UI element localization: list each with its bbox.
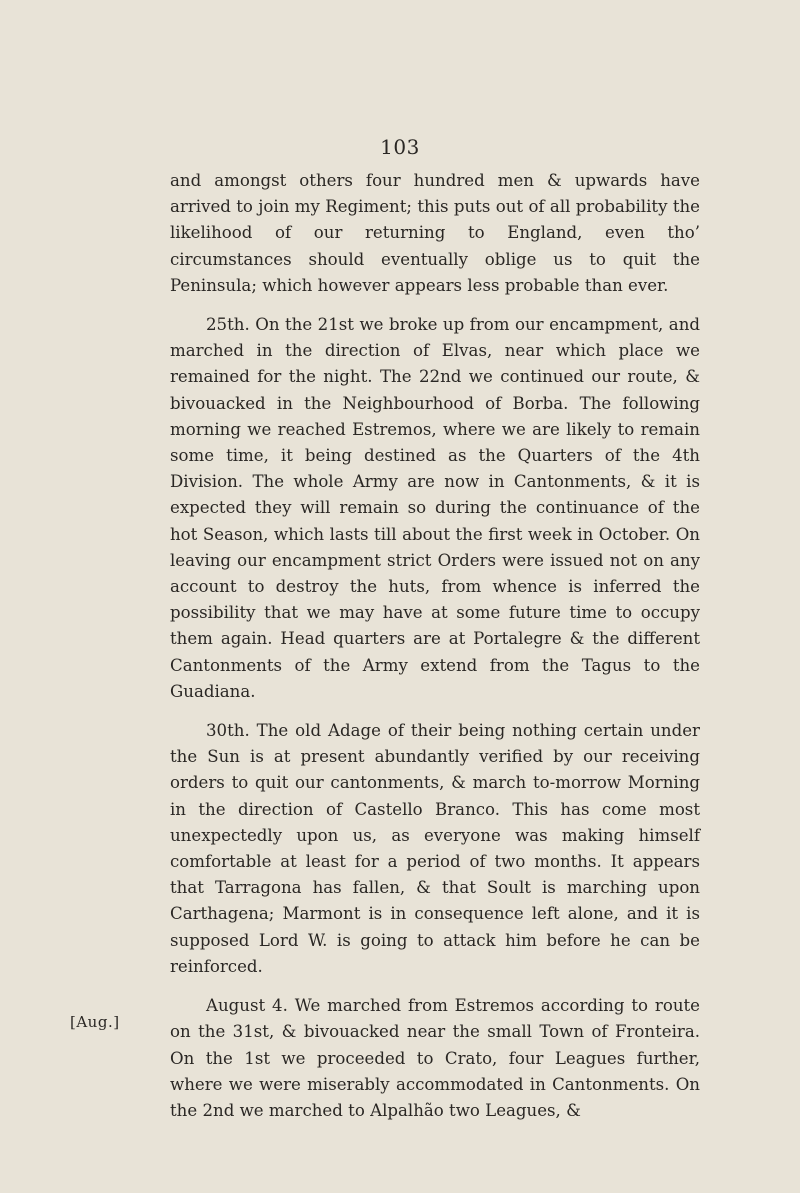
text-column — [170, 168, 700, 1137]
paragraph-continuation: and amongst others four hundred men & upwards have arrived to join my Regiment; this puts out of all probability the likelihood of our returning to England, even tho’ circumstances should eventually oblige us to quit the Peninsula; which however appears less probable than ever. — [170, 171, 700, 295]
paragraph-august-4: August 4. We marched from Estremos according to route on the 31st, & bivouacked near the small Town of Fronteira. On the 1st we proceeded to Crato, four Leagues further, where we were miserably accommodated in Cantonments. On the 2nd we marched to Alpalhão two Leagues, & — [170, 996, 700, 1120]
paragraph-30th: 30th. The old Adage of their being nothing certain under the Sun is at present abundantly verified by our receiving orders to quit our cantonments, & march to-morrow Morning in the direction of Castello Branco. This has come most unexpectedly upon us, as everyone was making himself comfortable at least for a period of two months. It appears that Tarragona has fallen, & that Soult is marching upon Carthagena; Marmont is in consequence left alone, and it is supposed Lord W. is going to attack him before he can be reinforced. — [170, 721, 700, 976]
margin-note: [Aug.] — [70, 1013, 120, 1031]
page-number: 103 — [380, 135, 420, 159]
paragraph-25th: 25th. On the 21st we broke up from our encampment, and marched in the direction of Elvas, near which place we remained for the night. The 22nd we continued our route, & bivouacked in the Neighbourhood of Borba. The following morning we reached Estremos, where we are likely to remain some time, it being destined as the Quarters of the 4th Division. The whole Army are now in Cantonments, & it is expected they will remain so during the continuance of the hot Season, which lasts till about the first week in October. On leaving our encampment strict Orders were issued not on any account to destroy the huts, from whence is inferred the possibility that we may have at some future time to occupy them again. Head quarters are at Portalegre & the different Cantonments of the Army extend from the Tagus to the Guadiana. — [170, 315, 700, 701]
